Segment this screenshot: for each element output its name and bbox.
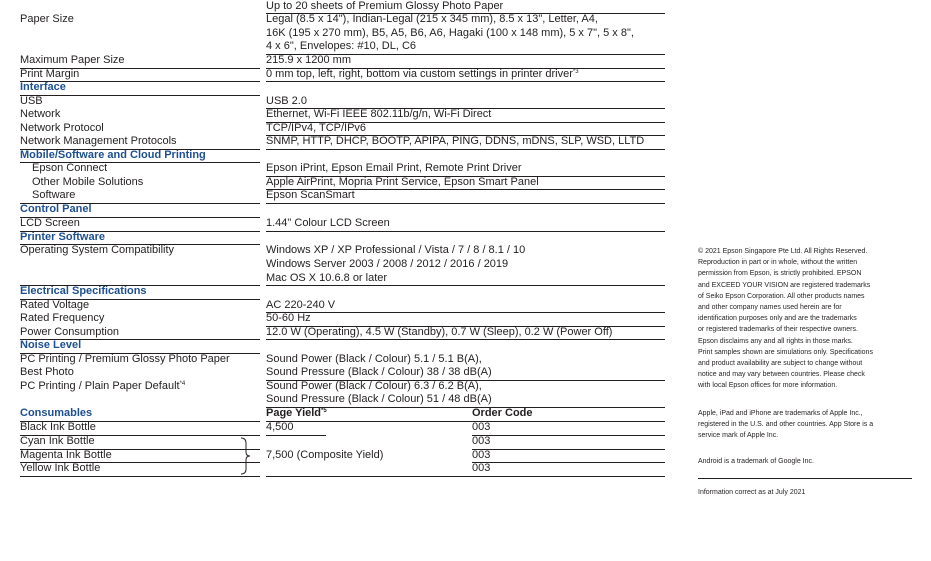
row-divider: [472, 435, 665, 436]
usb-value: USB 2.0: [266, 94, 307, 107]
noise-plain-power: Sound Power (Black / Colour) 6.3 / 6.2 B(A),: [266, 379, 482, 392]
black-ink-code: 003: [472, 421, 491, 433]
printer-software-heading: Printer Software: [20, 230, 105, 243]
order-code-header: Order Code: [472, 407, 533, 419]
row-divider: [266, 285, 665, 286]
legal-line: identification purposes only and are the trademarks: [698, 315, 857, 323]
epson-connect-value: Epson iPrint, Epson Email Print, Remote Print Driver: [266, 162, 522, 174]
lcd-screen-value: 1.44" Colour LCD Screen: [266, 217, 390, 229]
other-mobile-value: Apple AirPrint, Mopria Print Service, Epson Smart Panel: [266, 175, 539, 188]
legal-line: Apple, iPad and iPhone are trademarks of Apple Inc.,: [698, 410, 863, 417]
power-consumption-label: Power Consumption: [20, 325, 120, 338]
software-label: Software: [32, 189, 76, 201]
row-divider: [266, 421, 665, 422]
electrical-heading: Electrical Specifications: [20, 285, 147, 297]
power-consumption-value: 12.0 W (Operating), 4.5 W (Standby), 0.7 W (Sleep), 0.2 W (Power Off): [266, 325, 613, 338]
legal-line: notice and may vary between countries. Please check: [698, 371, 865, 379]
os-compat-line-2: Windows Server 2003 / 2008 / 2012 / 2016 / 2019: [266, 258, 509, 270]
noise-glossy-pressure: Sound Pressure (Black / Colour) 38 / 38 dB(A): [266, 366, 492, 378]
legal-line: or registered trademarks of their respective owners.: [698, 326, 858, 334]
row-divider: [266, 203, 665, 204]
row-divider: [266, 435, 326, 436]
cyan-ink-label: Cyan Ink Bottle: [20, 435, 95, 447]
row-divider: [20, 95, 260, 96]
max-paper-size-value: 215.9 x 1200 mm: [266, 54, 351, 66]
os-compat-label: Operating System Compatibility: [20, 244, 175, 256]
control-panel-heading: Control Panel: [20, 203, 92, 215]
curly-brace-icon: [238, 437, 252, 475]
noise-best-photo-label: Best Photo: [20, 366, 74, 378]
row-divider: [472, 449, 665, 450]
legal-line: registered in the U.S. and other countries. App Store is a: [698, 421, 874, 429]
print-margin-value: 0 mm top, left, right, bottom via custom settings in printer driver$^{*3}$: [266, 67, 579, 80]
page-yield-header: Page Yield$^{*5}$: [266, 407, 327, 419]
legal-line: and other company names used herein are for: [698, 304, 842, 312]
cyan-ink-code: 003: [472, 435, 491, 447]
row-divider: [20, 476, 260, 477]
yellow-ink-code: 003: [472, 462, 491, 474]
paper-size-label: Paper Size: [20, 13, 74, 25]
legal-line: © 2021 Epson Singapore Pte Ltd. All Rights Reserved.: [698, 248, 868, 255]
legal-line: permission from Epson, is strictly prohibited. EPSON: [698, 270, 862, 278]
software-value: Epson ScanSmart: [266, 189, 355, 201]
other-mobile-label: Other Mobile Solutions: [32, 175, 144, 188]
legal-divider: [698, 478, 912, 479]
noise-plain-label: PC Printing / Plain Paper Default$^{*4}$: [20, 379, 186, 392]
row-divider: [266, 339, 665, 340]
lcd-screen-label: LCD Screen: [20, 217, 80, 229]
legal-line: and product availability are subject to change without: [698, 360, 863, 368]
information-date: Information correct as at July 2021: [698, 489, 806, 496]
rated-voltage-label: Rated Voltage: [20, 298, 90, 311]
max-paper-size-label: Maximum Paper Size: [20, 54, 125, 66]
paper-capacity-value: Up to 20 sheets of Premium Glossy Photo Paper: [266, 0, 504, 12]
black-ink-label: Black Ink Bottle: [20, 421, 96, 433]
paper-size-line-3: 4 x 6", Envelopes: #10, DL, C6: [266, 40, 417, 52]
network-value: Ethernet, Wi-Fi IEEE 802.11b/g/n, Wi-Fi Direct: [266, 108, 492, 120]
magenta-ink-label: Magenta Ink Bottle: [20, 448, 112, 461]
os-compat-line-1: Windows XP / XP Professional / Vista / 7 / 8 / 8.1 / 10: [266, 244, 526, 256]
network-management-label: Network Management Protocols: [20, 135, 177, 147]
noise-glossy-power: Sound Power (Black / Colour) 5.1 / 5.1 B(A),: [266, 352, 482, 365]
row-divider: [472, 462, 665, 463]
os-compat-line-3: Mac OS X 10.6.8 or later: [266, 271, 388, 284]
row-divider: [266, 231, 665, 232]
black-ink-yield: 4,500: [266, 421, 294, 433]
interface-heading: Interface: [20, 81, 66, 93]
legal-line: and EXCEED YOUR VISION are registered trademarks: [698, 281, 871, 289]
composite-yield: 7,500 (Composite Yield): [266, 448, 384, 461]
network-management-value: SNMP, HTTP, DHCP, BOOTP, APIPA, PING, DDNS, mDNS, SLP, WSD, LLTD: [266, 135, 645, 147]
paper-size-line-2: 16K (195 x 270 mm), B5, A5, B6, A6, Hagaki (100 x 148 mm), 5 x 7", 5 x 8",: [266, 26, 634, 39]
legal-line: with local Epson offices for more information.: [698, 382, 838, 390]
legal-line: Epson disclaims any and all rights in those marks.: [698, 337, 853, 345]
row-divider: [266, 476, 665, 477]
android-trademark-notice: Android is a trademark of Google Inc.: [698, 458, 814, 465]
row-divider: [266, 81, 665, 82]
rated-frequency-value: 50-60 Hz: [266, 312, 311, 324]
usb-label: USB: [20, 94, 43, 107]
copyright-notice: [698, 246, 913, 392]
noise-glossy-label: PC Printing / Premium Glossy Photo Paper: [20, 352, 230, 365]
legal-line: service mark of Apple Inc.: [698, 432, 779, 440]
noise-heading: Noise Level: [20, 339, 82, 351]
row-divider: [266, 149, 665, 150]
rated-frequency-label: Rated Frequency: [20, 312, 105, 324]
yellow-ink-label: Yellow Ink Bottle: [20, 462, 101, 474]
rated-voltage-value: AC 220-240 V: [266, 298, 336, 311]
network-protocol-label: Network Protocol: [20, 121, 104, 134]
legal-line: Reproduction in part or in whole, without the written: [698, 259, 858, 267]
apple-trademark-notice: [698, 408, 913, 442]
mobile-heading: Mobile/Software and Cloud Printing: [20, 148, 206, 161]
print-margin-label: Print Margin: [20, 67, 80, 80]
epson-connect-label: Epson Connect: [32, 162, 108, 174]
legal-line: Print samples shown are simulations only. Specifications: [698, 348, 873, 356]
consumables-heading: Consumables: [20, 407, 93, 419]
network-protocol-value: TCP/IPv4, TCP/IPv6: [266, 121, 367, 134]
noise-plain-pressure: Sound Pressure (Black / Colour) 51 / 48 dB(A): [266, 393, 492, 405]
network-label: Network: [20, 108, 61, 120]
legal-line: of Seiko Epson Corporation. All other products names: [698, 292, 865, 300]
paper-size-line-1: Legal (8.5 x 14"), Indian-Legal (215 x 345 mm), 8.5 x 13", Letter, A4,: [266, 13, 598, 25]
magenta-ink-code: 003: [472, 448, 491, 461]
